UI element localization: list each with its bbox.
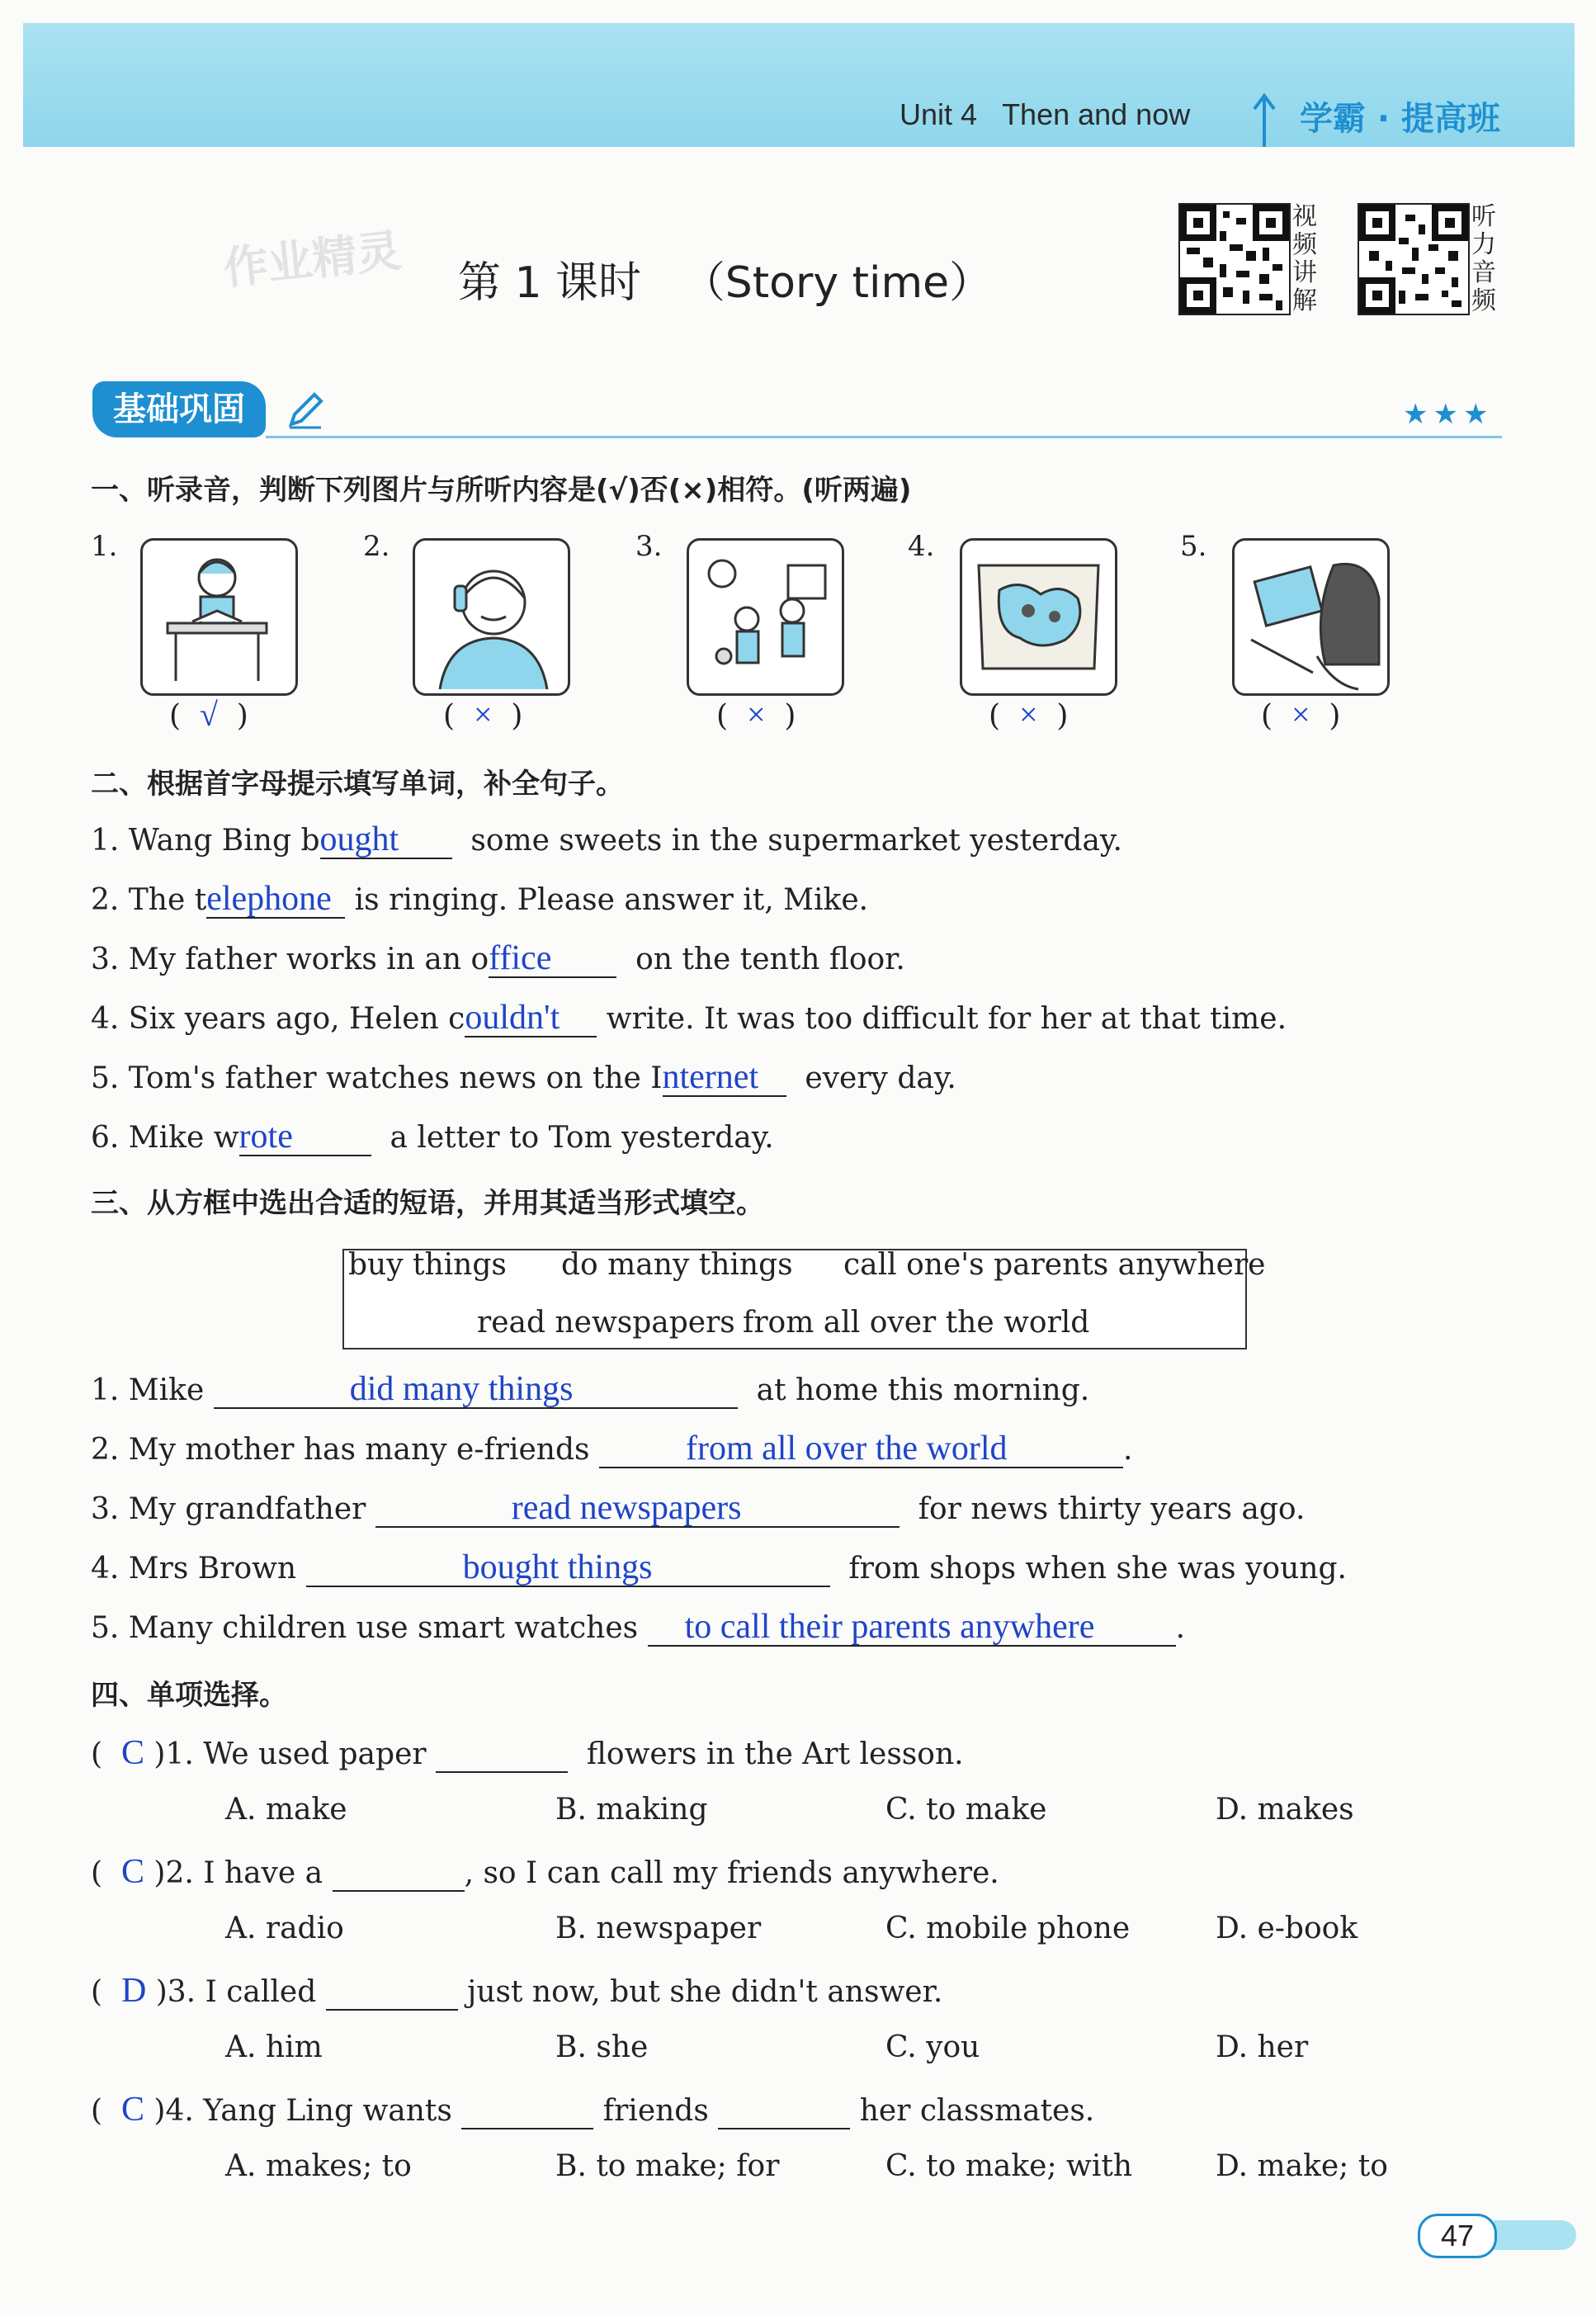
- part1-item-num: 2.: [363, 530, 390, 563]
- mc4-option-b[interactable]: B. to make; for: [555, 2149, 780, 2183]
- part3-heading: 三、从方框中选出合适的短语，并用其适当形式填空。: [91, 1187, 764, 1220]
- fill-sentence-1: 1. Wang Bing b ought some sweets in the supermarket yesterday.: [91, 820, 1122, 858]
- part1-item-num: 4.: [908, 530, 935, 563]
- phrase-sentence-2: 2. My mother has many e-friends from all over the world .: [91, 1430, 1133, 1468]
- mc3-option-a[interactable]: A. him: [225, 2030, 323, 2064]
- unit-heading: Unit 4 Then and now: [900, 97, 1191, 131]
- phrase-do-many-things: do many things: [561, 1248, 793, 1282]
- answer-3: ffice: [489, 939, 552, 977]
- picture-map: [960, 538, 1117, 696]
- phrase-answer-5: to call their parents anywhere: [684, 1608, 1095, 1646]
- part1-answer-mark: ( × ): [989, 696, 1069, 733]
- fill-sentence-4: 4. Six years ago, Helen c ouldn't write. It was too difficult for her at that time.: [91, 999, 1287, 1037]
- mc-answer-2: C: [120, 1853, 144, 1891]
- part1-item-num: 5.: [1180, 530, 1207, 563]
- phrase-sentence-4: 4. Mrs Brown bought things from shops when she was young.: [91, 1548, 1347, 1586]
- part1-answer-mark: ( × ): [716, 696, 796, 733]
- mc-question-4: ( C )4. Yang Ling wants friends her classmates.: [91, 2091, 1095, 2129]
- brand-logo: 学霸 · 提高班: [1300, 100, 1501, 138]
- qr-code-video[interactable]: [1178, 203, 1291, 315]
- mc-answer-3: D: [120, 1972, 147, 2010]
- answer-4: ouldn't: [465, 999, 560, 1037]
- phrase-all-over-world: from all over the world: [743, 1306, 1090, 1340]
- lesson-title: 第 1 课时 （Story time）: [458, 258, 993, 308]
- mc2-option-c[interactable]: C. mobile phone: [885, 1912, 1131, 1945]
- part1-answer-mark: ( × ): [443, 696, 523, 733]
- mc3-option-b[interactable]: B. she: [555, 2030, 649, 2064]
- mc1-option-b[interactable]: B. making: [555, 1793, 708, 1827]
- picture-man-phone: [413, 538, 570, 696]
- mc4-option-a[interactable]: A. makes; to: [225, 2149, 412, 2183]
- phrase-answer-1: did many things: [349, 1370, 574, 1408]
- mc3-option-c[interactable]: C. you: [885, 2030, 980, 2064]
- part1-heading: 一、听录音，判断下列图片与所听内容是(√)否(×)相符。(听两遍): [91, 474, 912, 507]
- fill-sentence-6: 6. Mike w rote a letter to Tom yesterday.: [91, 1118, 774, 1156]
- fill-sentence-3: 3. My father works in an o ffice on the tenth floor.: [91, 939, 905, 977]
- phrase-sentence-3: 3. My grandfather read newspapers for news thirty years ago.: [91, 1489, 1306, 1527]
- phrase-sentence-1: 1. Mike did many things at home this morning.: [91, 1370, 1090, 1408]
- qr-label-audio: 听力音频: [1471, 202, 1496, 315]
- mc-answer-4: C: [120, 2091, 144, 2129]
- answer-2: elephone: [206, 880, 332, 918]
- mc-question-3: ( D )3. I called just now, but she didn't answer.: [91, 1972, 943, 2010]
- mc1-option-d[interactable]: D. makes: [1216, 1793, 1354, 1827]
- phrase-answer-2: from all over the world: [685, 1430, 1008, 1468]
- mc-answer-1: C: [120, 1734, 144, 1772]
- mc2-option-d[interactable]: D. e-book: [1216, 1912, 1358, 1945]
- part1-item-num: 3.: [635, 530, 663, 563]
- answer-5: nternet: [662, 1058, 759, 1096]
- mc-question-2: ( C )2. I have a , so I can call my friends anywhere.: [91, 1853, 999, 1891]
- picture-kids-basketball: [687, 538, 844, 696]
- watermark-logo: 作业精灵: [220, 224, 404, 295]
- mc-question-1: ( C )1. We used paper flowers in the Art lesson.: [91, 1734, 964, 1772]
- answer-6: rote: [238, 1118, 293, 1156]
- phrase-answer-4: bought things: [462, 1548, 653, 1586]
- section-divider: [266, 436, 1502, 438]
- mc3-option-d[interactable]: D. her: [1216, 2030, 1309, 2064]
- mc1-option-a[interactable]: A. make: [225, 1793, 347, 1827]
- mc4-option-c[interactable]: C. to make; with: [885, 2149, 1133, 2183]
- phrase-read-newspapers: read newspapers: [477, 1306, 735, 1340]
- part2-heading: 二、根据首字母提示填写单词，补全句子。: [91, 768, 624, 801]
- qr-code-audio[interactable]: [1358, 203, 1470, 315]
- phrase-answer-3: read newspapers: [511, 1489, 742, 1527]
- pencil-icon: [285, 390, 326, 431]
- part1-answer-mark: ( √ ): [169, 696, 248, 733]
- picture-girl-computer: [1232, 538, 1390, 696]
- qr-label-video: 视频讲解: [1292, 202, 1317, 315]
- brand-arrow-icon: [1248, 91, 1281, 149]
- difficulty-stars: ★★★: [1403, 398, 1494, 431]
- part1-item-num: 1.: [91, 530, 118, 563]
- part1-answer-mark: ( × ): [1261, 696, 1341, 733]
- fill-sentence-5: 5. Tom's father watches news on the I nternet every day.: [91, 1058, 956, 1096]
- mc4-option-d[interactable]: D. make; to: [1216, 2149, 1388, 2183]
- mc2-option-b[interactable]: B. newspaper: [555, 1912, 762, 1945]
- fill-sentence-2: 2. The t elephone is ringing. Please answer it, Mike.: [91, 880, 869, 918]
- phrase-sentence-5: 5. Many children use smart watches to call their parents anywhere .: [91, 1608, 1186, 1646]
- page-number: 47: [1418, 2214, 1497, 2258]
- phrase-call-parents: call one's parents anywhere: [843, 1248, 1266, 1282]
- mc1-option-c[interactable]: C. to make: [885, 1793, 1047, 1827]
- picture-boy-reading: [140, 538, 298, 696]
- part4-heading: 四、单项选择。: [91, 1679, 287, 1712]
- mc2-option-a[interactable]: A. radio: [225, 1912, 344, 1945]
- section-badge: 基础巩固: [92, 381, 266, 437]
- page-tab: [1494, 2220, 1576, 2250]
- answer-1: ought: [319, 820, 399, 858]
- phrase-buy-things: buy things: [348, 1248, 507, 1282]
